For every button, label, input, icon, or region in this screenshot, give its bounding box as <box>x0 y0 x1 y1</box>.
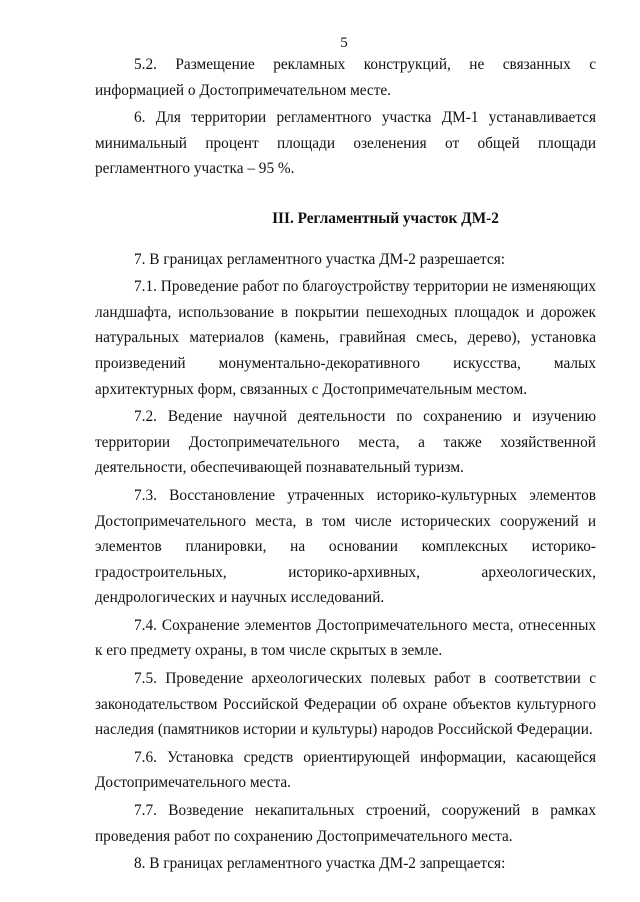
paragraph-7: 7. В границах регламентного участка ДМ-2 разрешается: <box>134 250 506 268</box>
page-number: 5 <box>340 35 348 51</box>
paragraph-7-6: 7.6. Установка средств ориентирующей информации, касающейся Достопримечательного места. <box>95 748 596 792</box>
paragraph-8: 8. В границах регламентного участка ДМ-2 запрещается: <box>134 855 506 873</box>
paragraph-7-1: 7.1. Проведение работ по благоустройству территории не изменяющих ландшафта, использование в покрытии пешеходных площадок и дорожек натуральных материалов (камень, гравийная смесь, дерево), установка произведений монументально-декоративного искусства, малых архитектурных форм, связанных с Достопримечательным местом. <box>95 278 596 398</box>
paragraph-6: 6. Для территории регламентного участка ДМ-1 устанавливается минимальный процент площади озеленения от общей площади регламентного участка – 95 %. <box>95 109 596 178</box>
paragraph-7-2: 7.2. Ведение научной деятельности по сохранению и изучению территории Достопримечательного места, а также хозяйственной деятельности, обеспечивающей познавательный туризм. <box>95 408 596 477</box>
document-body <box>95 52 596 877</box>
section-heading: III. Регламентный участок ДМ-2 <box>272 209 499 227</box>
paragraph-7-7: 7.7. Возведение некапитальных строений, сооружений в рамках проведения работ по сохранению Достопримечательного места. <box>95 802 596 845</box>
paragraph-7-3: 7.3. Восстановление утраченных историко-культурных элементов Достопримечательного места, в том числе исторических сооружений и элементов планировки, на основании комплексных историко-градостроительных, историко-архивных, археологических, дендрологических и научных исследований. <box>95 486 596 607</box>
paragraph-7-4: 7.4. Сохранение элементов Достопримечательного места, отнесенных к его предмету охраны, в том числе скрытых в земле. <box>95 616 596 660</box>
paragraph-5-2: 5.2. Размещение рекламных конструкций, не связанных с информацией о Достопримечательном месте. <box>95 56 596 99</box>
paragraph-7-5: 7.5. Проведение археологических полевых работ в соответствии с законодательством Российской Федерации об охране объектов культурного наследия (памятников истории и культуры) народов Российской Федерации. <box>95 670 596 739</box>
